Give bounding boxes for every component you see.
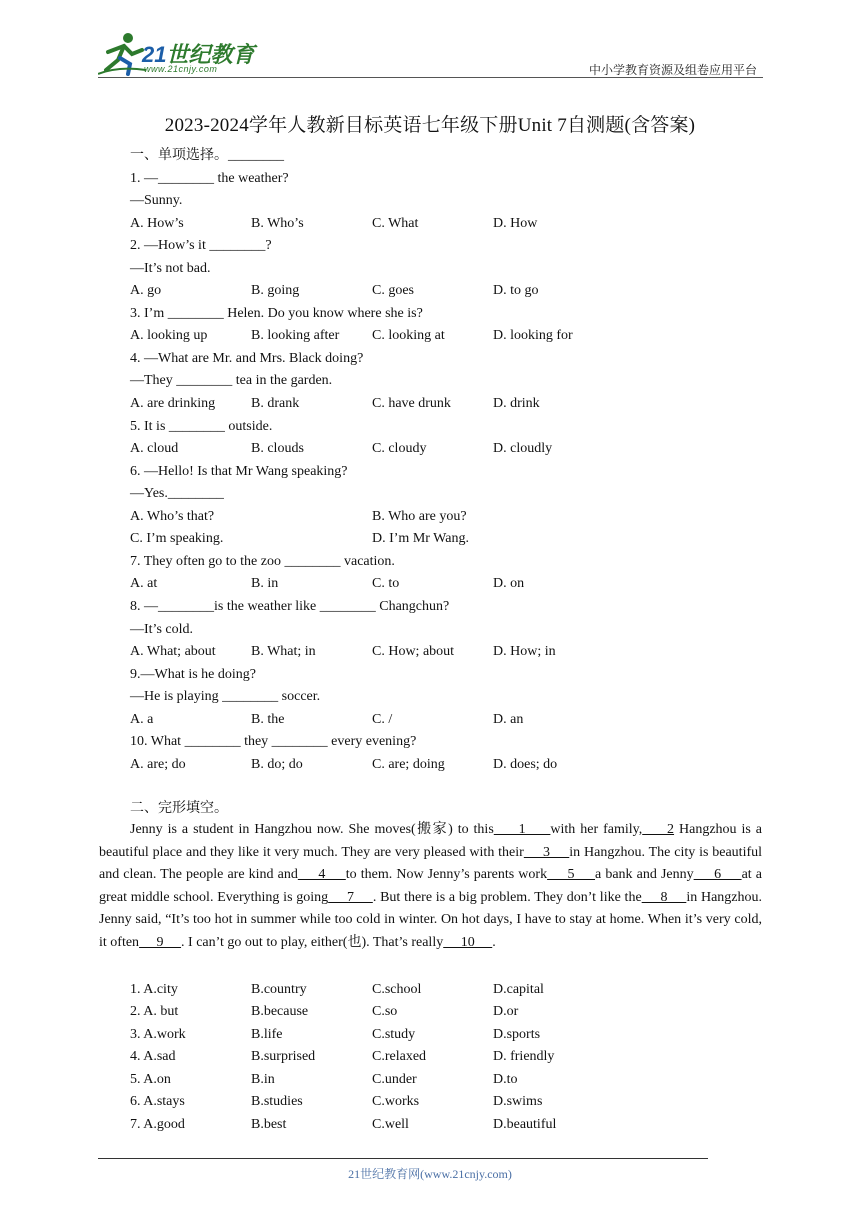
question-stem: 7. They often go to the zoo ________ vacation. [130, 553, 395, 569]
question-stem: 10. What ________ they ________ every evening? [130, 734, 417, 750]
blank-5[interactable]: 5 [547, 867, 596, 883]
answer-option[interactable]: D. friendly [493, 1049, 555, 1065]
answer-option[interactable]: B. do; do [251, 756, 303, 772]
cloze-passage: Jenny is a student in Hangzhou now. She moves(搬家) to this 1 with her family, 2 Hangzhou is a beautiful place and they like it very much. They are very pleased with their 3 in Hangzhou. The city is beautiful and clean. The people are kind and 4 to them. Now Jenny’s parents work 5 a bank and Jenny 6 at a great middle school. Everything is going 7 . But there is a big problem. They don’t like the 8 in Hangzhou. Jenny said, “It’s too hot in summer while too cold in winter. On hot days, I have to stay at home. When it’s very cold, it often 9 . I can’t go out to play, either(也). That’s really 10 . [99, 822, 763, 950]
question-dialogue-line: —He is playing ________ soccer. [130, 689, 321, 705]
answer-option[interactable]: B. in [251, 576, 279, 592]
answer-option[interactable]: D. drink [493, 396, 540, 411]
question-stem: 6. —Hello! Is that Mr Wang speaking? [130, 463, 348, 479]
question-stem: 1. —________ the weather? [130, 170, 289, 186]
answer-option[interactable]: D. does; do [493, 756, 558, 772]
question-stem: 8. —________is the weather like ________ Changchun? [130, 598, 450, 614]
answer-option[interactable]: B. clouds [251, 441, 304, 457]
answer-option[interactable]: A. Who’s that? [130, 508, 215, 524]
answer-option[interactable]: C.school [372, 981, 422, 997]
cloze-question-option[interactable]: 6. A.stays [130, 1094, 185, 1110]
answer-option[interactable]: A. looking up [130, 328, 208, 344]
answer-option[interactable]: B.life [251, 1026, 283, 1042]
blank-4[interactable]: 4 [297, 867, 346, 883]
answer-option[interactable]: B. Who are you? [372, 508, 467, 524]
blank-8[interactable]: 8 [641, 889, 687, 905]
answer-option[interactable]: B. the [251, 711, 285, 727]
header-divider [98, 77, 763, 78]
cloze-question-option[interactable]: 7. A.good [130, 1116, 185, 1132]
answer-option[interactable]: A. a [130, 711, 154, 727]
answer-option[interactable]: B. looking after [251, 328, 340, 344]
answer-option[interactable]: D. cloudly [493, 441, 553, 457]
answer-option[interactable]: B. What; in [251, 644, 316, 660]
cloze-question-option[interactable]: 4. A.sad [130, 1049, 176, 1065]
logo-wordmark: 21世纪教育 [142, 42, 255, 67]
question-stem: 2. —How’s it ________? [130, 238, 272, 254]
answer-option[interactable]: D. I’m Mr Wang. [372, 531, 469, 547]
answer-option[interactable]: C. are; doing [372, 756, 445, 772]
answer-option[interactable]: C.study [372, 1026, 416, 1042]
question-stem: 5. It is ________ outside. [130, 418, 273, 434]
blank-6[interactable]: 6 [693, 867, 742, 883]
answer-option[interactable]: A. are; do [130, 756, 186, 772]
question-dialogue-line: —It’s cold. [130, 621, 193, 637]
answer-option[interactable]: D. to go [493, 283, 539, 299]
answer-option[interactable]: C. I’m speaking. [130, 531, 224, 547]
blank-2[interactable]: 2 [642, 822, 675, 837]
answer-option[interactable]: C. / [372, 711, 393, 727]
section1-heading: 一、单项选择。________ [130, 148, 284, 163]
answer-option[interactable]: A. go [130, 283, 162, 299]
question-stem: 4. —What are Mr. and Mrs. Black doing? [130, 350, 364, 366]
answer-option[interactable]: B.country [251, 981, 307, 997]
answer-option[interactable]: C. goes [372, 283, 414, 299]
page-header [98, 30, 763, 80]
logo-url: www.21cnjy.com [144, 64, 218, 74]
answer-option[interactable]: C.under [372, 1071, 417, 1087]
answer-option[interactable]: C.well [372, 1116, 409, 1132]
answer-option[interactable]: C. to [372, 576, 400, 592]
blank-9[interactable]: 9 [139, 934, 182, 950]
answer-option[interactable]: B.because [251, 1004, 309, 1020]
answer-option[interactable]: D.beautiful [493, 1116, 557, 1132]
section2-heading: 二、完形填空。 [130, 801, 228, 816]
answer-option[interactable]: D.sports [493, 1026, 541, 1042]
answer-option[interactable]: C. have drunk [372, 396, 451, 411]
question-dialogue-line: —They ________ tea in the garden. [130, 373, 333, 389]
question-dialogue-line: —It’s not bad. [130, 260, 211, 276]
footer-divider [98, 1158, 708, 1159]
answer-option[interactable]: C. cloudy [372, 441, 427, 457]
answer-option[interactable]: B.surprised [251, 1049, 316, 1065]
answer-option[interactable]: B.best [251, 1116, 287, 1132]
answer-option[interactable]: D. an [493, 711, 524, 727]
blank-1[interactable]: 1 [493, 822, 551, 837]
question-dialogue-line: —Yes.________ [130, 486, 224, 502]
answer-option[interactable]: A. at [130, 576, 158, 592]
blank-3[interactable]: 3 [523, 844, 570, 860]
answer-option[interactable]: D.to [493, 1071, 518, 1087]
answer-option[interactable]: D. How; in [493, 644, 556, 660]
answer-option[interactable]: D.capital [493, 981, 544, 997]
cloze-question-option[interactable]: 3. A.work [130, 1026, 186, 1042]
answer-option[interactable]: A. cloud [130, 441, 179, 457]
blank-7[interactable]: 7 [328, 889, 373, 905]
answer-option[interactable]: C.so [372, 1004, 398, 1020]
answer-option[interactable]: D.or [493, 1004, 519, 1020]
answer-option[interactable]: C. How; about [372, 644, 455, 660]
page-title: 2023-2024学年人教新目标英语七年级下册Unit 7自测题(含答案) [164, 115, 696, 136]
question-stem: 3. I’m ________ Helen. Do you know where she is? [130, 305, 423, 321]
answer-option[interactable]: C.works [372, 1094, 420, 1110]
answer-option[interactable]: B.studies [251, 1094, 303, 1110]
cloze-question-option[interactable]: 5. A.on [130, 1071, 171, 1087]
blank-10[interactable]: 10 [443, 934, 493, 950]
answer-option[interactable]: A. What; about [130, 644, 216, 660]
answer-option[interactable]: D. looking for [493, 328, 573, 344]
answer-option[interactable]: D.swims [493, 1094, 543, 1110]
footer-text: 21世纪教育网(www.21cnjy.com) [348, 1167, 512, 1181]
question-stem: 9.—What is he doing? [130, 666, 256, 682]
cloze-question-option[interactable]: 2. A. but [130, 1004, 179, 1020]
answer-option[interactable]: C. looking at [372, 328, 445, 344]
cloze-question-option[interactable]: 1. A.city [130, 981, 178, 997]
answer-option[interactable]: B. going [251, 283, 300, 299]
answer-option[interactable]: B. drank [251, 396, 300, 411]
answer-option[interactable]: A. How’s [130, 215, 184, 231]
answer-option[interactable]: B. Who’s [251, 215, 304, 231]
answer-option[interactable]: D. on [493, 576, 525, 592]
answer-option[interactable]: D. How [493, 215, 538, 231]
answer-option[interactable]: B.in [251, 1071, 275, 1087]
answer-option[interactable]: C. What [372, 215, 419, 231]
question-dialogue-line: —Sunny. [130, 193, 183, 209]
answer-option[interactable]: A. are drinking [130, 396, 216, 411]
runner-logo-icon [98, 30, 148, 76]
answer-option[interactable]: C.relaxed [372, 1049, 427, 1065]
header-platform-text: 中小学教育资源及组卷应用平台 [588, 63, 757, 77]
